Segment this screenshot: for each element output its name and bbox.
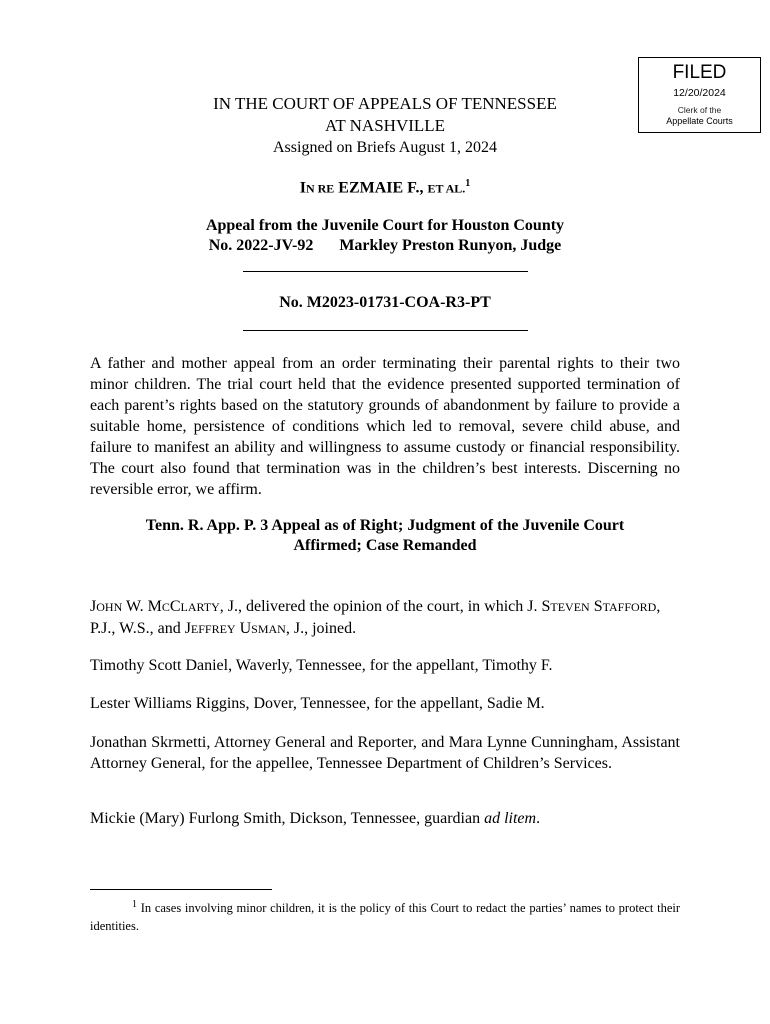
author-11: , (656, 598, 661, 615)
case-title (90, 178, 680, 197)
guardian-text: Mickie (Mary) Furlong Smith, Dickson, Tennessee, guardian (90, 810, 485, 827)
author-4: C (161, 600, 170, 614)
case-number: No. M2023-01731-COA-R3-PT (279, 294, 491, 311)
footnote-ref: 1 (465, 178, 471, 189)
author-2: OHN (96, 600, 123, 614)
author-9: S (589, 598, 603, 615)
guardian-period: . (536, 810, 541, 827)
author-7: , J., delivered the opinion of the court, in which J. S (219, 598, 551, 615)
case-title-name: EZMAIE F., (338, 179, 424, 197)
assigned-date: Assigned on Briefs August 1, 2024 (273, 139, 497, 156)
counsel-mother: Lester Williams Riggins, Dover, Tennessee, for the appellant, Sadie M. (90, 695, 545, 712)
court-name: IN THE COURT OF APPEALS OF TENNESSEE (213, 94, 557, 113)
author-14: U (235, 620, 252, 637)
author-16: , J., joined. (285, 620, 357, 637)
case-title-etal: ET AL. (427, 181, 466, 196)
author-13: EFFREY (190, 622, 236, 636)
author-6: LARTY (180, 600, 220, 614)
stamp-date: 12/20/2024 (673, 87, 726, 99)
footnote (90, 896, 680, 935)
stamp-title: FILED (672, 62, 727, 83)
guardian-ad-litem (90, 808, 680, 829)
author-1: J (90, 598, 97, 615)
trial-number: No. 2022-JV-92 (208, 237, 314, 254)
author-5: C (169, 598, 181, 615)
trial-judge: Markley Preston Runyon, Judge (339, 237, 562, 254)
author-8: TEVEN (550, 600, 590, 614)
author-12: P.J., W.S., and J (90, 620, 191, 637)
trial-line (90, 237, 680, 255)
footnote-separator (90, 889, 272, 890)
stamp-line2: Appellate Courts (666, 116, 733, 126)
court-location: AT NASHVILLE (324, 116, 446, 135)
disposition-line2: Affirmed; Case Remanded (293, 537, 477, 554)
case-title-re: N RE (305, 181, 335, 196)
case-title-in: I (299, 179, 306, 197)
footnote-mark: 1 (132, 899, 137, 910)
disposition-line1: Tenn. R. App. P. 3 Appeal as of Right; Judgment of the Juvenile Court (145, 517, 625, 534)
guardian-italic: ad litem (484, 810, 537, 827)
divider-top (243, 271, 528, 272)
summary-paragraph: A father and mother appeal from an order terminating their parental rights to their two minor children. The trial court held that the evidence presented supported termination of each parent’s rights based on the statutory grounds of abandonment by failure to provide a suitable home, persistence of conditions which led to removal, severe child abuse, and failure to manifest an ability and willingness to assume custody or financial responsibility. The court also found that termination was in the children’s best interests. Discerning no reversible error, we affirm. (90, 355, 680, 498)
appeal-from: Appeal from the Juvenile Court for Houston County (205, 217, 565, 234)
counsel-father: Timothy Scott Daniel, Waverly, Tennessee, for the appellant, Timothy F. (90, 657, 553, 674)
author-3: W. M (122, 598, 162, 615)
opinion-author (90, 596, 680, 640)
footnote-text: In cases involving minor children, it is the policy of this Court to redact the parties’ names to protect their identities. (90, 901, 680, 934)
author-10: TAFFORD (602, 600, 657, 614)
author-15: SMAN (251, 622, 286, 636)
divider-bottom (243, 330, 528, 331)
stamp-line1: Clerk of the (677, 105, 722, 115)
counsel-state: Jonathan Skrmetti, Attorney General and Reporter, and Mara Lynne Cunningham, Assistant Attorney General, for the appellee, Tennessee Department of Children’s Services. (90, 734, 680, 772)
